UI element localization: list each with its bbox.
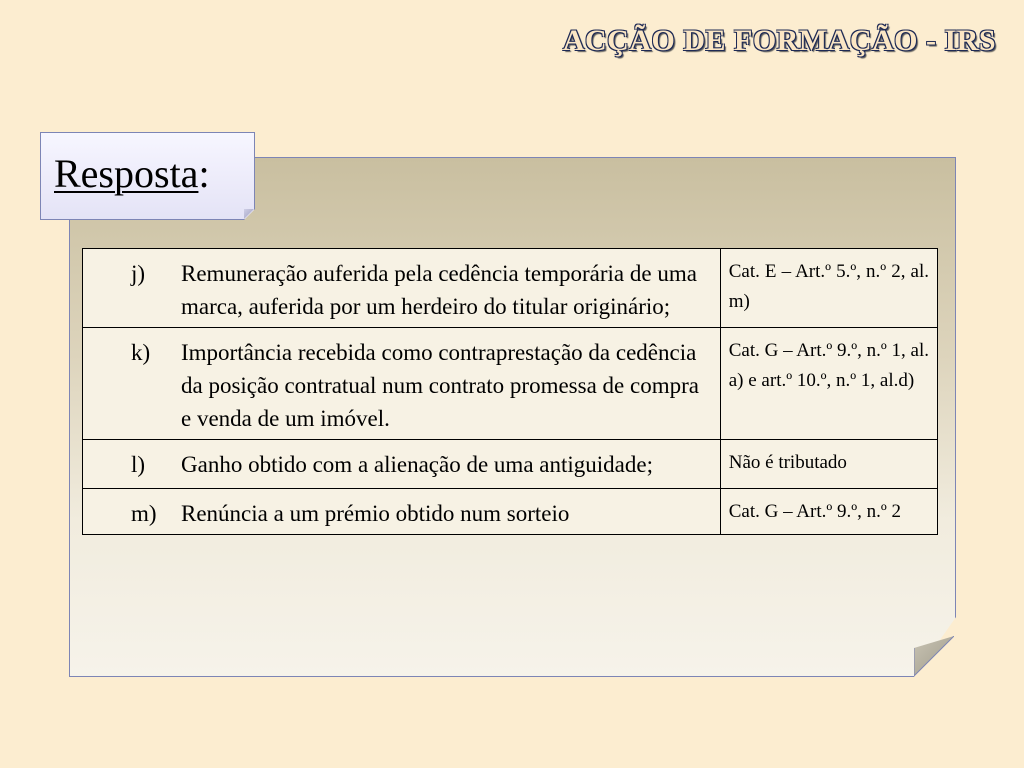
item-letter: m): [131, 501, 157, 526]
answer-heading-text: Resposta: [54, 151, 199, 196]
slide-title: ACÇÃO DE FORMAÇÃO - IRS: [562, 24, 996, 57]
category-cell: Não é tributado: [720, 440, 937, 489]
description-cell: [83, 440, 721, 489]
category-cell: Cat. E – Art.º 5.º, n.º 2, al. m): [720, 249, 937, 328]
item-letter: l): [131, 452, 146, 477]
item-description: Remuneração auferida pela cedência temporária de uma marca, auferida por um herdeiro do titular originário;: [181, 261, 697, 319]
answer-heading-colon: :: [198, 151, 210, 196]
category-cell: Cat. G – Art.º 9.º, n.º 1, al. a) e art.º 10.º, n.º 1, al.d): [720, 328, 937, 440]
item-description: Renúncia a um prémio obtido num sorteio: [181, 501, 570, 526]
table-row: [83, 328, 938, 440]
classification-table: [82, 248, 938, 535]
item-letter: k): [131, 340, 151, 365]
description-cell: [83, 328, 721, 440]
table-row: [83, 489, 938, 535]
category-cell: Cat. G – Art.º 9.º, n.º 2: [720, 489, 937, 535]
item-description: Importância recebida como contraprestação da cedência da posição contratual num contrato promessa de compra e venda de um imóvel.: [181, 340, 699, 431]
answer-heading: [54, 150, 210, 197]
table-row: [83, 249, 938, 328]
item-letter: j): [131, 261, 146, 286]
table-row: [83, 440, 938, 489]
description-cell: [83, 249, 721, 328]
item-description: Ganho obtido com a alienação de uma antiguidade;: [181, 452, 653, 477]
description-cell: [83, 489, 721, 535]
